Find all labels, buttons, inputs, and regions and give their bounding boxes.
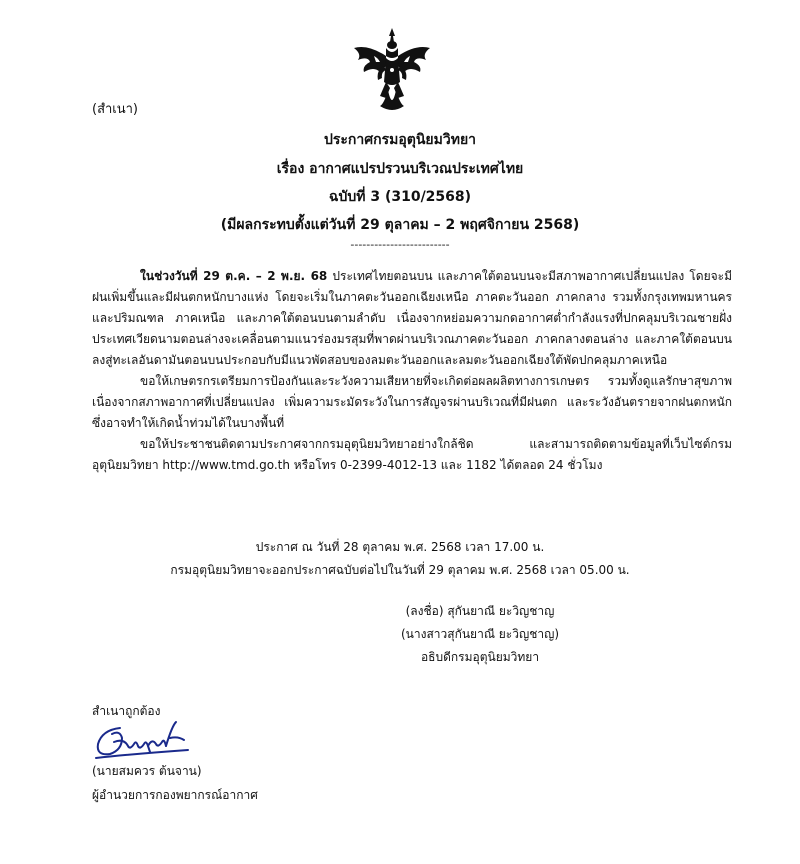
signer-name: (นางสาวสุกันยาณี ยะวิญชาญ) xyxy=(400,627,560,641)
announcement-subject: เรื่อง อากาศแปรปรวนบริเวณประเทศไทย xyxy=(276,161,524,177)
issued-date: ประกาศ ณ วันที่ 28 ตุลาคม พ.ศ. 2568 เวลา 17.00 น. xyxy=(255,540,545,554)
paragraph-advice-public: ขอให้ประชาชนติดตามประกาศจากกรมอุตุนิยมวิทยาอย่างใกล้ชิด และสามารถติดตามข้อมูลที่เว็บไซต์กรมอุตุนิยมวิทยา http://www.tmd.go.th หรือโทร 0-2399-4012-13 และ 1182 ได้ตลอด 24 ชั่วโมง xyxy=(92,437,732,472)
forecast-text: ประเทศไทยตอนบน และภาคใต้ตอนบนจะมีสภาพอากาศเปลี่ยนแปลง โดยจะมีฝนเพิ่มขึ้นและมีฝนตกหนักบางแห่ง โดยจะเริ่มในภาคตะวันออกเฉียงเหนือ ภาคตะวันออก ภาคกลาง รวมทั้งกรุงเทพมหานครและปริมณฑล ภาคเหนือ และภาคใต้ตอนบนตามลำดับ เนื่องจากหย่อมความกดอากาศต่ำกำลังแรงที่ปกคลุมบริเวณชายฝั่งประเทศเวียดนามตอนล่างจะเคลื่อนตามแนวร่องมรสุมที่พาดผ่านบริเวณภาคตะวันออก ภาคกลางตอนล่าง และภาคใต้ตอนบน ลงสู่ทะเลอันดามันตอนบนประกอบกับมีแนวพัดสอบของลมตะวันออกและลมตะวันออกเฉียงใต้พัดปกคลุมภาคเหนือ xyxy=(92,269,733,367)
certified-label: สำเนาถูกต้อง xyxy=(92,704,161,718)
header-divider: ------------------------- xyxy=(350,238,450,251)
announcement-effective-period: (มีผลกระทบตั้งแต่วันที่ 29 ตุลาคม – 2 พฤศจิกายน 2568) xyxy=(220,217,580,233)
announcement-body xyxy=(92,266,732,476)
next-announcement: กรมอุตุนิยมวิทยาจะออกประกาศฉบับต่อไปในวันที่ 29 ตุลาคม พ.ศ. 2568 เวลา 05.00 น. xyxy=(170,563,630,577)
paragraph-advice-farmers: ขอให้เกษตรกรเตรียมการป้องกันและระวังความเสียหายที่จะเกิดต่อผลผลิตทางการเกษตร รวมทั้งดูแลรักษาสุขภาพเนื่องจากสภาพอากาศที่เปลี่ยนแปลง เพิ่มความระมัดระวังในการสัญจรผ่านบริเวณที่มีฝนตก และระวังอันตรายจากฝนตกหนักซึ่งอาจทำให้เกิดน้ำท่วมได้ในบางพื้นที่ xyxy=(92,374,732,430)
certifier-position: ผู้อำนวยการกองพยากรณ์อากาศ xyxy=(92,788,258,802)
signature-block xyxy=(320,600,640,669)
signed-line: (ลงชื่อ) สุกันยาณี ยะวิญชาญ xyxy=(405,604,555,618)
forecast-period: ในช่วงวันที่ 29 ต.ค. – 2 พ.ย. 68 xyxy=(140,269,328,283)
signer-position: อธิบดีกรมอุตุนิยมวิทยา xyxy=(420,650,540,664)
paragraph-forecast xyxy=(92,266,732,371)
handwritten-signature-icon xyxy=(92,716,202,764)
certifier-name: (นายสมควร ต้นจาน) xyxy=(92,764,202,778)
announcement-issue: ฉบับที่ 3 (310/2568) xyxy=(328,189,472,205)
garuda-emblem-icon xyxy=(348,26,436,114)
announcement-title: ประกาศกรมอุตุนิยมวิทยา xyxy=(323,132,477,148)
copy-label: (สำเนา) xyxy=(92,102,139,117)
